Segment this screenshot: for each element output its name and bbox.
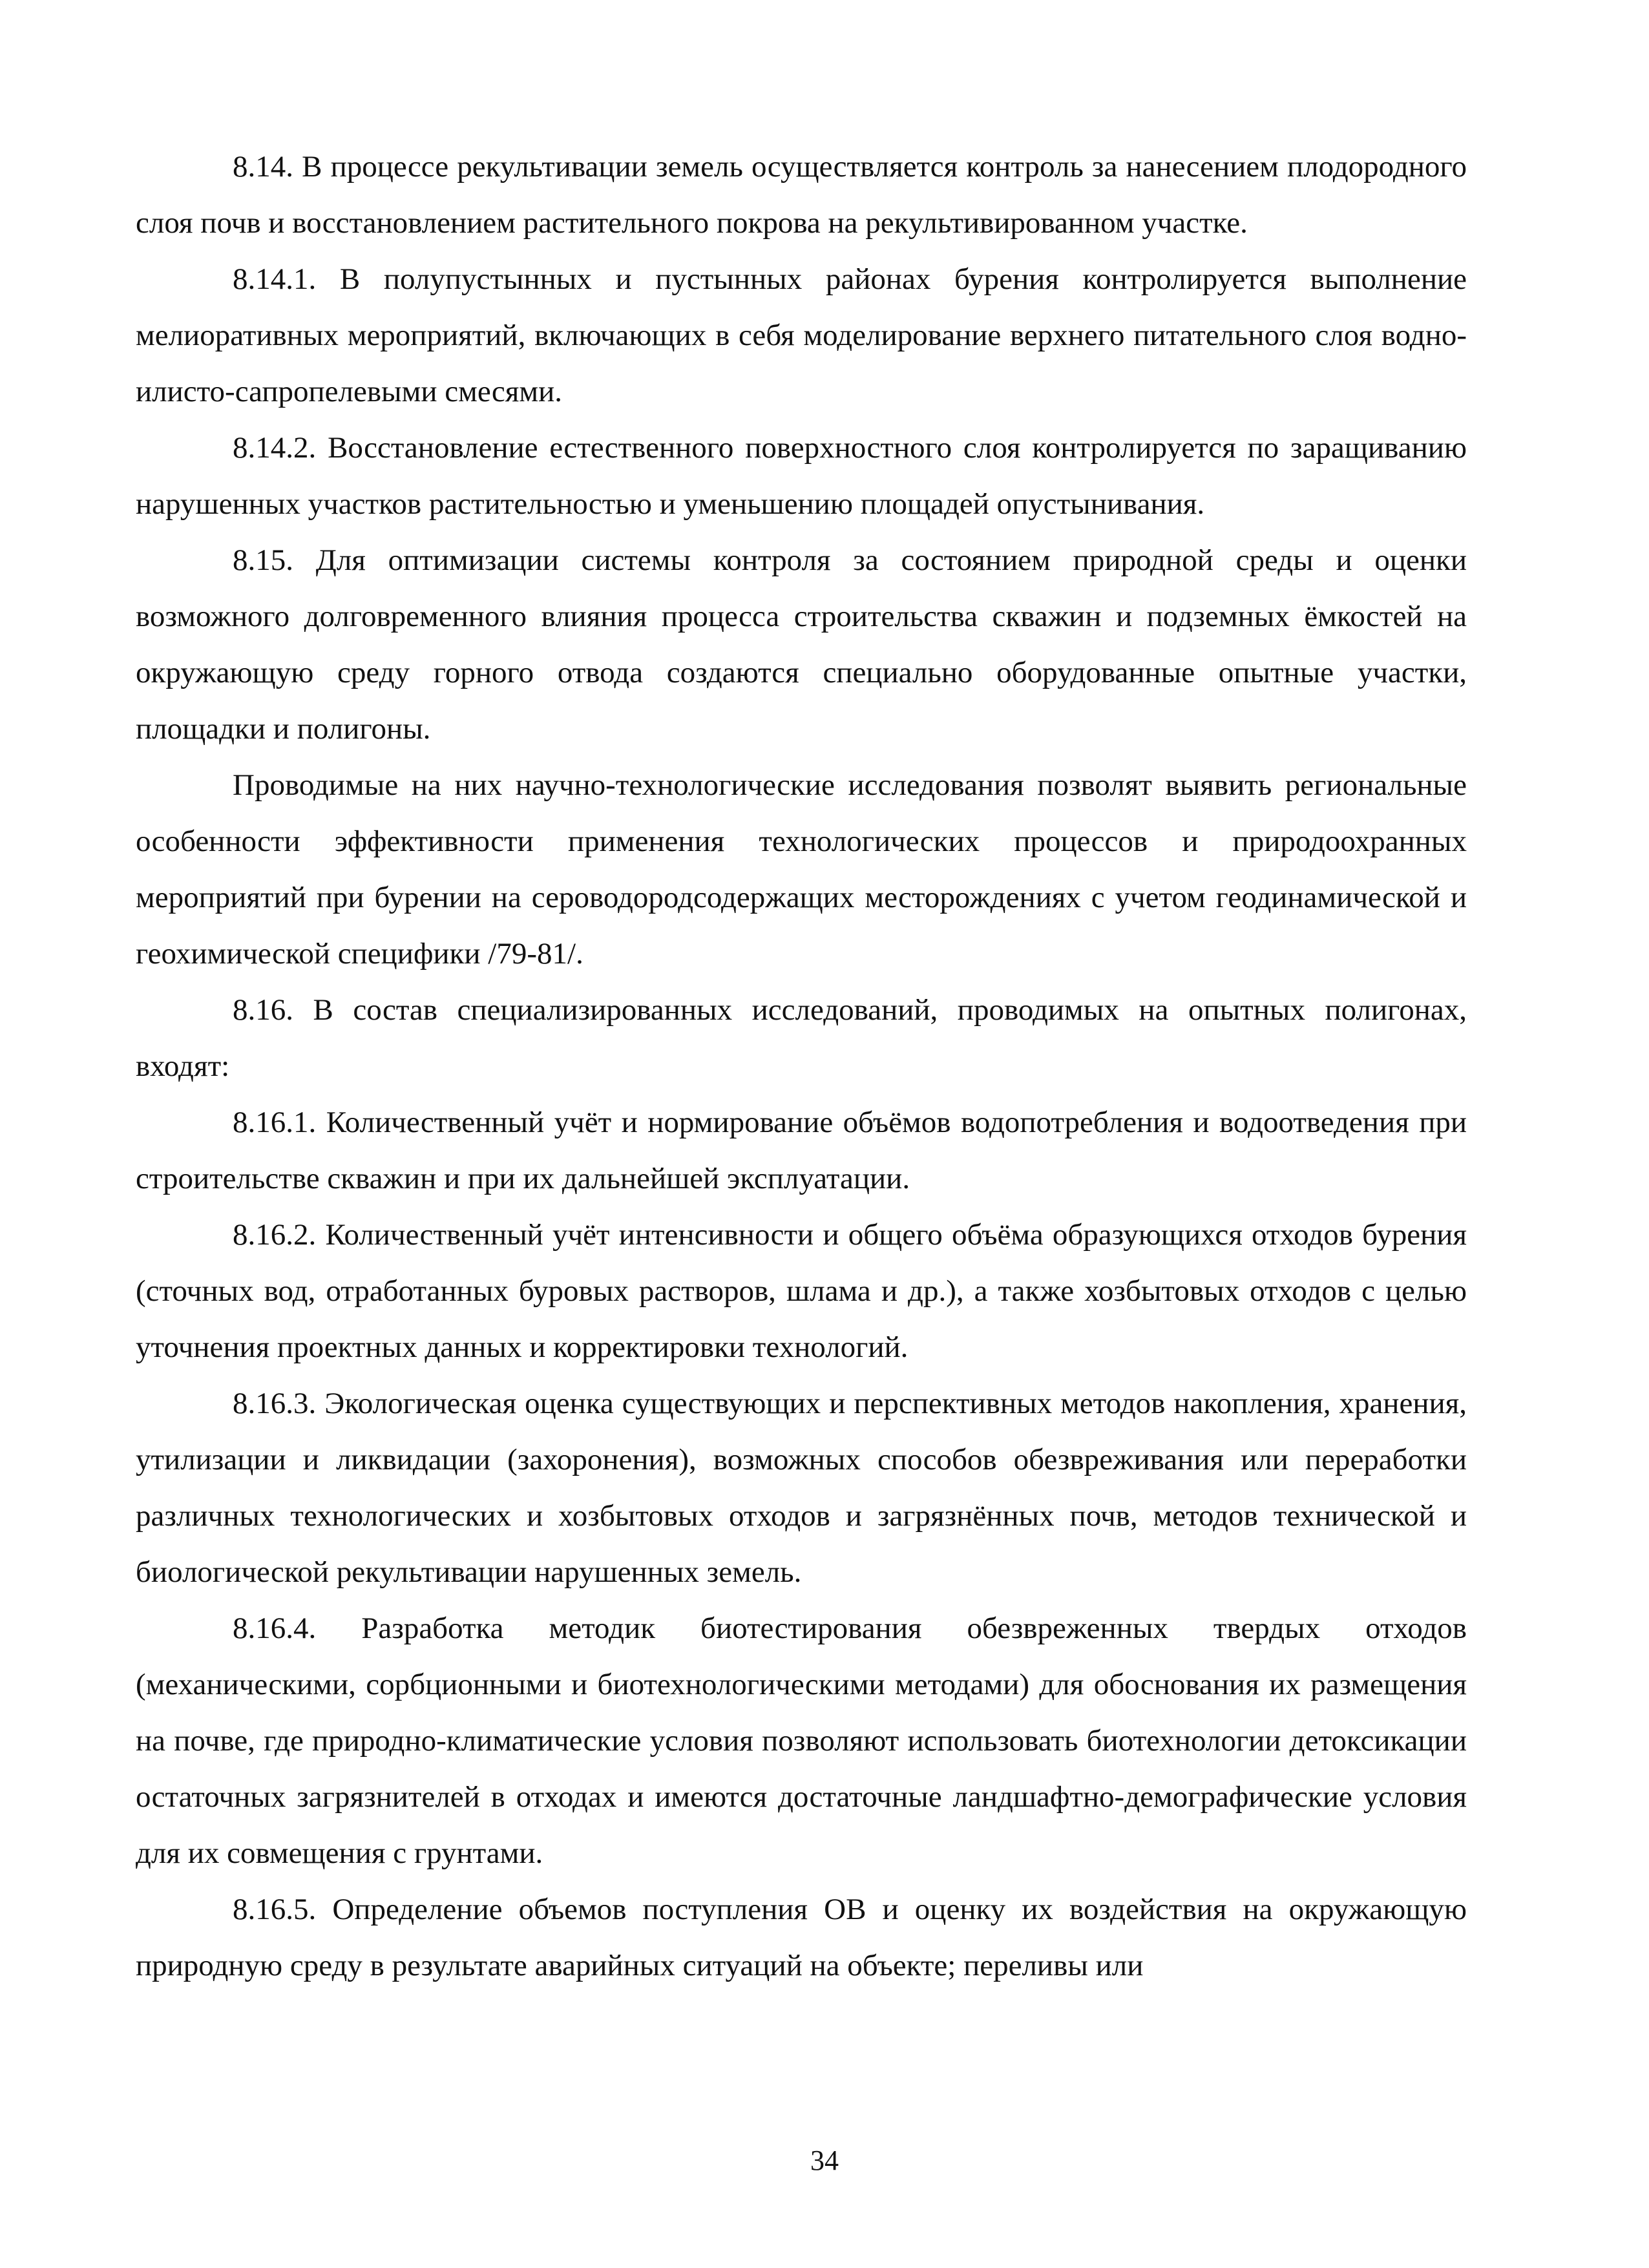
paragraph-8-16-1: 8.16.1. Количественный учёт и нормирование объёмов водопотребления и водоотведения при строительстве скважин и при их дальнейшей эксплуатации. [136, 1106, 1467, 1195]
paragraph-8-14-1: 8.14.1. В полупустынных и пустынных районах бурения контролируется выполнение мелиоративных мероприятий, включающих в себя моделирование верхнего питательного слоя водно-илисто-сапропелевыми смесями. [136, 262, 1467, 408]
paragraph-8-14: 8.14. В процессе рекультивации земель осуществляется контроль за нанесением плодородного слоя почв и восстановлением растительного покрова на рекультивированном участке. [136, 150, 1467, 240]
paragraph-research: Проводимые на них научно-технологические исследования позволят выявить региональные особенности эффективности применения технологических процессов и природоохранных мероприятий при бурении на сероводородсодержащих месторождениях с учетом геодинамической и геохимической специфики /79-81/. [136, 768, 1467, 971]
paragraph-8-14-2: 8.14.2. Восстановление естественного поверхностного слоя контролируется по заращиванию нарушенных участков растительностью и уменьшению площадей опустынивания. [136, 431, 1467, 521]
page-number: 34 [810, 2145, 839, 2176]
body-text [136, 139, 1467, 1994]
paragraph-8-16-3: 8.16.3. Экологическая оценка существующих и перспективных методов накопления, хранения, утилизации и ликвидации (захоронения), возможных способов обезвреживания или переработки различных технологических и хозбытовых отходов и загрязнённых почв, методов технической и биологической рекультивации нарушенных земель. [136, 1387, 1467, 1589]
paragraph-8-16: 8.16. В состав специализированных исследований, проводимых на опытных полигонах, входят: [136, 993, 1467, 1083]
paragraph-8-16-5: 8.16.5. Определение объемов поступления ОВ и оценку их воздействия на окружающую природную среду в результате аварийных ситуаций на объекте; переливы или [136, 1893, 1467, 1982]
paragraph-8-15: 8.15. Для оптимизации системы контроля за состоянием природной среды и оценки возможного долговременного влияния процесса строительства скважин и подземных ёмкостей на окружающую среду горного отвода создаются специально оборудованные опытные участки, площадки и полигоны. [136, 543, 1467, 746]
paragraph-8-16-2: 8.16.2. Количественный учёт интенсивности и общего объёма образующихся отходов бурения (сточных вод, отработанных буровых растворов, шлама и др.), а также хозбытовых отходов с целью уточнения проектных данных и корректировки технологий. [136, 1218, 1467, 1364]
paragraph-8-16-4: 8.16.4. Разработка методик биотестирования обезвреженных твердых отходов (механическими, сорбционными и биотехнологическими методами) для обоснования их размещения на почве, где природно-климатические условия позволяют использовать биотехнологии детоксикации остаточных загрязнителей в отходах и имеются достаточные ландшафтно-демографические условия для их совмещения с грунтами. [136, 1612, 1467, 1870]
